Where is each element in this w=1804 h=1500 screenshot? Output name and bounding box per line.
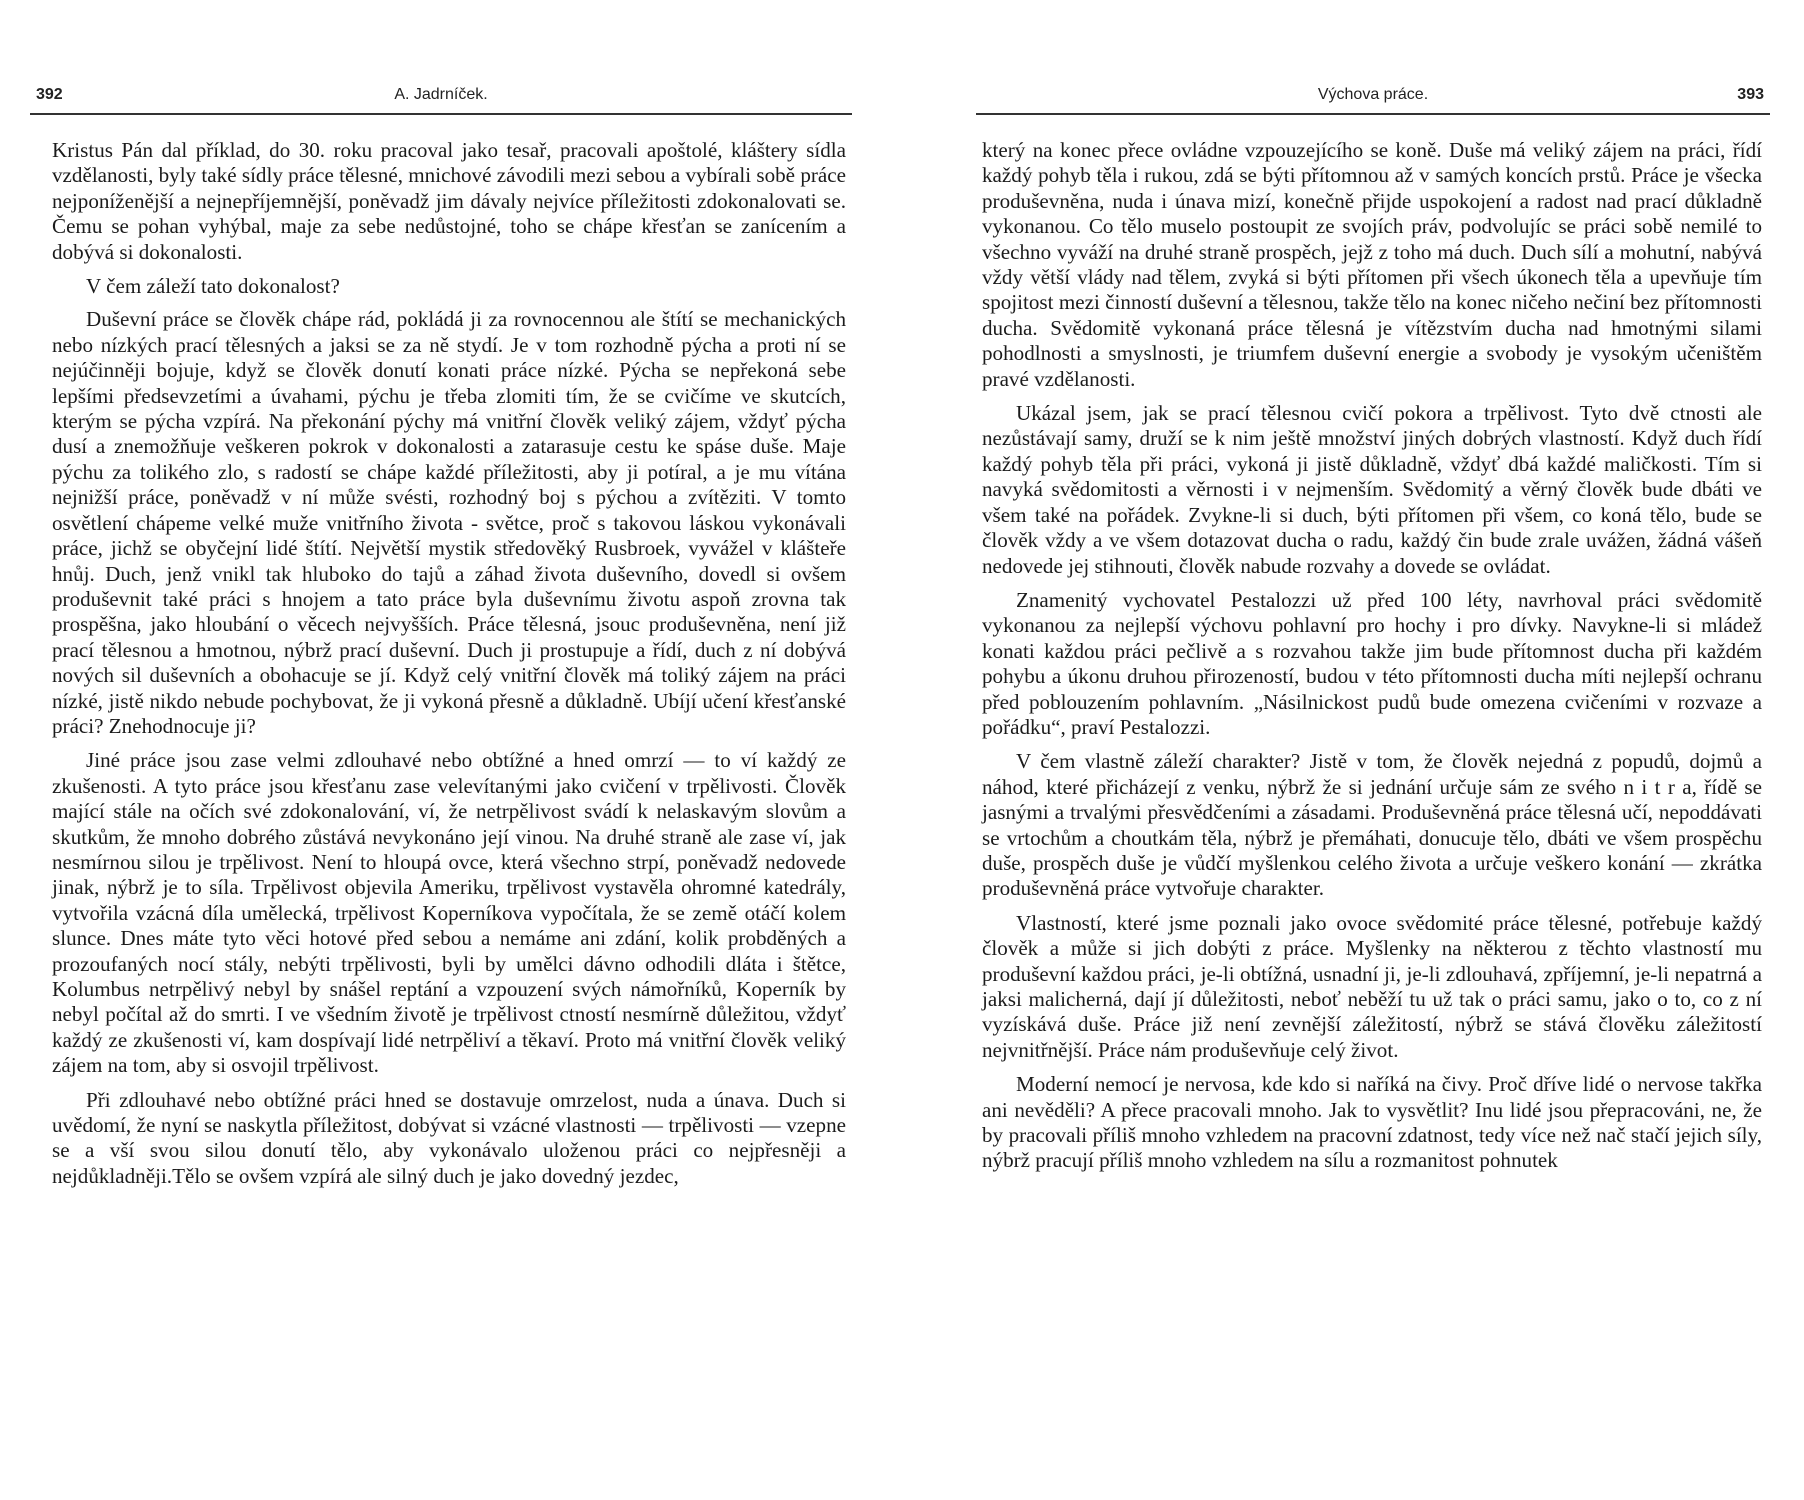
left-page-number: 392 <box>36 86 63 103</box>
paragraph: Kristus Pán dal příklad, do 30. roku pracoval jako tesař, pracovali apoštolé, kláštery sídla vzdělanosti, byly také sídly práce tělesné, mnichové závodili mezi sebou a vybírali sobě práce nejponíženější a nejnepříjemnější, poněvadž jim dávaly nejvíce příležitosti zdokonalovati se. Čemu se pohan vyhýbal, maje za sebe nedůstojné, toho se chápe křesťan se zanícením a dobývá si dokonalosti. <box>52 138 846 264</box>
paragraph: Jiné práce jsou zase velmi zdlouhavé nebo obtížné a hned omrzí — to ví každý ze zkušenosti. A tyto práce jsou křesťanu zase velevítanými jako cvičení v trpělivosti. Člověk mající stále na očích své zdokonalování, ví, že netrpělivost svádí k nelaskavým slovům a skutkům, že mnoho dobrého zůstává nevykonáno její vinou. Na druhé straně ale zase ví, jak nesmírnou silou je trpělivost. Není to hloupá ovce, která všechno strpí, poněvadž nedovede jinak, nýbrž je to síla. Trpělivost objevila Ameriku, trpělivost vystavěla ohromné katedrály, vytvořila vzácná díla umělecká, trpělivost Koperníkova vypočítala, že se země otáčí kolem slunce. Dnes máte tyto věci hotové před sebou a nemáme ani zdání, kolik probděných a prozoufaných nocí stály, nebýti trpělivosti, byli by umělci dávno odhodili dláta i štětce, Kolumbus netrpělivý nebyl by snášel reptání a vzpouzení svých námořníků, Koperník by nebyl počítal až do smrti. I ve všedním životě je trpělivost ctností nesmírně důležitou, vždyť každý ze zkušenosti ví, kam dospívají lidé netrpěliví a těkaví. Proto má vnitřní člověk veliký zájem na tom, aby si osvojil trpělivost. <box>52 748 846 1078</box>
paragraph: Při zdlouhavé nebo obtížné práci hned se dostavuje omrzelost, nuda a únava. Duch si uvědomí, že nyní se naskytla příležitost, dobývat si vzácné vlastnosti — trpělivosti — vzepne se a vší svou silou donutí tělo, aby vykonávalo uloženou práci co nejpřesněji a nejdůkladněji.Tělo se ovšem vzpírá ale silný duch je jako dovedný jezdec, <box>52 1087 846 1188</box>
paragraph: Vlastností, které jsme poznali jako ovoce svědomité práce tělesné, potřebuje každý člověk a může si jich dobýti z práce. Myšlenky na některou z těchto vlastností mu produševní každou práci, je-li obtížná, usnadní ji, je-li zdlouhavá, zpříjemní, je-li nepatrná a jaksi malicherná, dají jí důležitosti, neboť neběží tu už tak o práci samu, jako o to, co z ní vyzískává duše. Práce již není zevnější záležitostí, nýbrž se stává člověku záležitostí nejvnitřnější. Práce nám produševňuje celý život. <box>982 910 1762 1062</box>
paragraph: V čem záleží tato dokonalost? <box>86 274 340 299</box>
paragraph: V čem vlastně záleží charakter? Jistě v tom, že člověk nejedná z popudů, dojmů a náhod, které přicházejí z venku, nýbrž že si jednání určuje sám ze svého n i t r a, řídě se jasnými a trvalými přesvědčeními a zásadami. Produševněná práce tělesná učí, nepoddávati se vrtochům a choutkám těla, nýbrž je přemáhati, donucuje tělo, dbáti ve všem prospěchu duše, prospěch duše je vůdčí myšlenkou celého života a určuje veškero konání — zkrátka produševněná práce vytvořuje charakter. <box>982 749 1762 901</box>
left-header-rule <box>30 113 852 115</box>
left-running-head <box>30 86 852 110</box>
paragraph: Znamenitý vychovatel Pestalozzi už před 100 léty, navrhoval práci svědomitě vykonanou za nejlepší výchovu pohlavní pro hochy i pro dívky. Navykne-li si mládež konati každou práci pečlivě a s rozvahou takže jim bude přítomnost ducha při každém pohybu a úkonu druhou přirozeností, budou v této přítomnosti ducha míti nejlepší ochranu před poblouzením pohlavním. „Násilnickost pudů bude omezena cvičeními v rozvaze a pořádku“, praví Pestalozzi. <box>982 587 1762 739</box>
left-page-body <box>52 138 846 1198</box>
paragraph: Duševní práce se člověk chápe rád, pokládá ji za rovnocennou ale štítí se mechanických nebo nízkých prací tělesných a jaksi se za ně stydí. Je v tom rozhodně pýcha a proti ní se nejúčinněji bojuje, když se člověk donutí konati práce nízké. Pýcha se nepřekoná sebe lepšími předsevzetími a úvahami, pýchu je třeba zlomiti tím, že se cvičíme ve skutcích, kterým se pýcha vzpírá. Na překonání pýchy má vnitřní člověk veliký zájem, vždyť pýcha dusí a znemožňuje veškeren pokrok v dokonalosti a zatarasuje cestu ke spáse duše. Maje pýchu za tolikého zlo, s radostí se chápe každé příležitosti, aby ji potíral, a je mu vítána nejnižší práce, poněvadž v ní může svésti, rozhodný boj s pýchou a zvítěziti. V tomto osvětlení chápeme velké muže vnitřního života - světce, proč s takovou láskou vykonávali práce, jichž se obyčejní lidé štítí. Největší mystik středověký Rusbroek, vyvážel v klášteře hnůj. Duch, jenž vnikl tak hluboko do tajů a záhad života duševního, dovedl si ovšem produševnit také práci s hnojem a tato práce byla duševnímu životu aspoň zrovna tak prospěšna, jako hloubání o věcech nejvyšších. Práce tělesná, jsouc produševněna, není již prací tělesnou a hmotnou, nýbrž prací duševní. Duch ji prostupuje a řídí, duch z ní dobývá nových sil duševních a obohacuje se jí. Když celý vnitřní člověk má toliký zájem na práci nízké, jistě nikdo nebude pochybovat, že ji vykoná přesně a důkladně. Ubíjí učení křesťanské práci? Znehodnocuje ji? <box>52 307 846 738</box>
right-page-body <box>982 138 1762 1183</box>
paragraph: Ukázal jsem, jak se prací tělesnou cvičí pokora a trpělivost. Tyto dvě ctnosti ale nezůstávají samy, druží se k nim ještě množství jiných dobrých vlastností. Když duch řídí každý pohyb těla při práci, vykoná ji jistě důkladně, vždyť dbá každé maličkosti. Tím si navyká svědomitosti a věrnosti i v nejmenším. Svědomitý a věrný člověk bude dbáti ve všem také na pořádek. Zvykne-li si duch, býti přítomen při všem, co koná tělo, bude se člověk vždy a ve všem dotazovat ducha o radu, každý čin bude zrale uvážen, žádná vášeň nedovede jej stihnouti, člověk nabude rozvahy a dovede se ovládat. <box>982 401 1762 578</box>
paragraph: který na konec přece ovládne vzpouzejícího se koně. Duše má veliký zájem na práci, řídí každý pohyb těla i rukou, zdá se býti přítomnou až v samých koncích prstů. Práce je všecka produševněna, nuda i únava mizí, konečně přijde uspokojení a radost nad prací důkladně vykonanou. Co tělo muselo postoupit ze svojích práv, podvolujíc se práci sobě nemilé to všechno vyváží na druhé straně prospěch, jejž z toho má duch. Duch sílí a mohutní, nabývá vždy větší vlády nad tělem, zvyká si býti přítomen při všech úkonech těla a upevňuje tím spojitost mezi činností duševní a tělesnou, takže tělo na konec ničeho nečiní bez přítomnosti ducha. Svědomitě vykonaná práce tělesná je vítězstvím ducha nad hmotnými silami pohodlnosti a smyslnosti, je triumfem duševní energie a svobody je vysokým učeništěm pravé vzdělanosti. <box>982 138 1762 391</box>
right-header-rule <box>976 113 1770 115</box>
left-running-title: A. Jadrníček. <box>394 86 488 103</box>
right-running-head <box>976 86 1770 110</box>
right-page-number: 393 <box>1737 86 1764 103</box>
right-running-title: Výchova práce. <box>1317 86 1429 103</box>
paragraph: Moderní nemocí je nervosa, kde kdo si naříká na čivy. Proč dříve lidé o nervose takřka ani nevěděli? A přece pracovali mnoho. Jak to vysvětlit? Inu lidé jsou přepracováni, ne, že by pracovali příliš mnoho vzhledem na pracovní zdatnost, tedy více než nač stačí jejich síly, nýbrž pracují příliš mnoho vzhledem na sílu a rozmanitost pohnutek <box>982 1072 1762 1173</box>
